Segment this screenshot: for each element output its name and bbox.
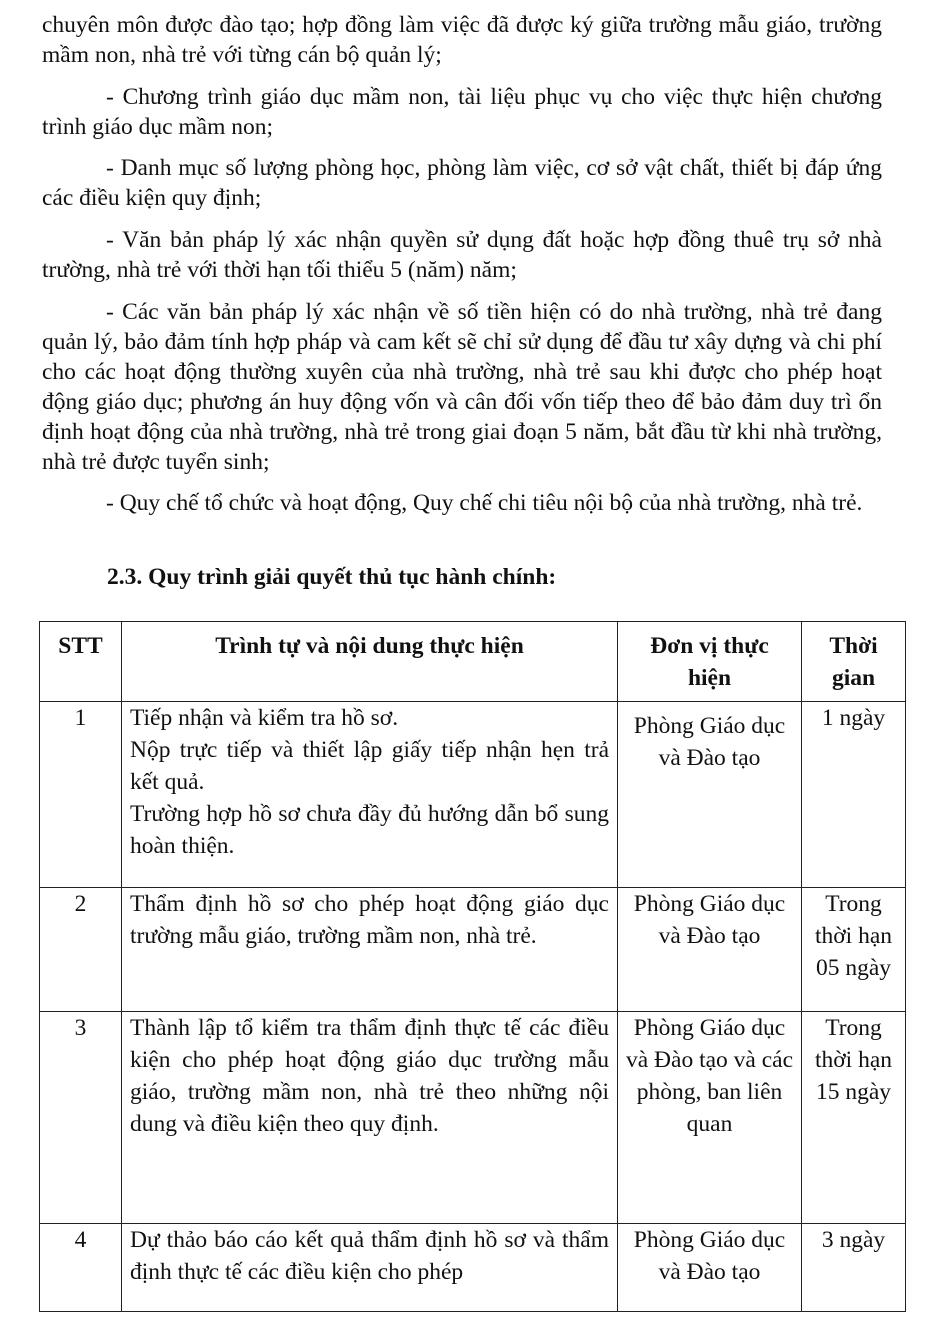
paragraph-regulations: - Quy chế tổ chức và hoạt động, Quy chế chi tiêu nội bộ của nhà trường, nhà trẻ.: [106, 490, 863, 516]
table-row: [40, 702, 906, 888]
paragraph-curriculum: - Chương trình giáo dục mầm non, tài liệu phục vụ cho việc thực hiện chương trình giáo dục mầm non;: [42, 84, 882, 140]
row-unit: Phòng Giáo dục và Đào tạo và các phòng, ban liên quan: [618, 1012, 802, 1224]
row-content: [122, 1012, 618, 1224]
content-line: Thành lập tổ kiểm tra thẩm định thực tế các điều kiện cho phép hoạt động giáo dục trường mẫu giáo, trường mầm non, nhà trẻ theo những nội dung và điều kiện theo quy định.: [130, 1015, 609, 1137]
row-unit: Phòng Giáo dục và Đào tạo: [618, 888, 802, 1012]
paragraph-staff-contracts: chuyên môn được đào tạo; hợp đồng làm việc đã được ký giữa trường mẫu giáo, trường mầm non, nhà trẻ với từng cán bộ quản lý;: [42, 12, 882, 68]
row-content: [122, 1224, 618, 1312]
header-time: Thời gian: [802, 622, 906, 702]
row-time: 1 ngày: [802, 702, 906, 888]
section-heading: 2.3. Quy trình giải quyết thủ tục hành chính:: [107, 564, 557, 590]
row-stt: 1: [40, 702, 122, 888]
row-unit: Phòng Giáo dục và Đào tạo: [618, 702, 802, 888]
table-row: [40, 1012, 906, 1224]
header-stt: STT: [40, 622, 122, 702]
row-time: 3 ngày: [802, 1224, 906, 1312]
header-unit: Đơn vị thực hiện: [618, 622, 802, 702]
row-stt: 3: [40, 1012, 122, 1224]
row-time: Trong thời hạn 05 ngày: [802, 888, 906, 1012]
content-line: Trường hợp hồ sơ chưa đầy đủ hướng dẫn bổ sung hoàn thiện.: [130, 801, 609, 859]
paragraph-land-rights: - Văn bản pháp lý xác nhận quyền sử dụng đất hoặc hợp đồng thuê trụ sở nhà trường, nhà trẻ với thời hạn tối thiểu 5 (năm) năm;: [42, 227, 882, 283]
row-content: [122, 888, 618, 1012]
table-row: [40, 1224, 906, 1312]
row-stt: 2: [40, 888, 122, 1012]
row-content: [122, 702, 618, 888]
header-content: Trình tự và nội dung thực hiện: [122, 622, 618, 702]
table-row: [40, 888, 906, 1012]
row-unit: Phòng Giáo dục và Đào tạo: [618, 1224, 802, 1312]
content-line: Thẩm định hồ sơ cho phép hoạt động giáo dục trường mẫu giáo, trường mầm non, nhà trẻ.: [130, 891, 609, 949]
row-time: Trong thời hạn 15 ngày: [802, 1012, 906, 1224]
procedure-table: [39, 621, 906, 1312]
content-line: Tiếp nhận và kiểm tra hồ sơ.: [130, 705, 399, 731]
content-line: Dự thảo báo cáo kết quả thẩm định hồ sơ và thẩm định thực tế các điều kiện cho phép: [130, 1227, 609, 1285]
row-stt: 4: [40, 1224, 122, 1312]
table-header-row: [40, 622, 906, 702]
content-line: Nộp trực tiếp và thiết lập giấy tiếp nhận hẹn trả kết quả.: [130, 737, 609, 795]
paragraph-facilities: - Danh mục số lượng phòng học, phòng làm việc, cơ sở vật chất, thiết bị đáp ứng các điều kiện quy định;: [42, 155, 882, 211]
paragraph-finance: - Các văn bản pháp lý xác nhận về số tiền hiện có do nhà trường, nhà trẻ đang quản lý, bảo đảm tính hợp pháp và cam kết sẽ chỉ sử dụng để đầu tư xây dựng và chi phí cho các hoạt động thường xuyên của nhà trường, nhà trẻ sau khi được cho phép hoạt động giáo dục; phương án huy động vốn và cân đối vốn tiếp theo để bảo đảm duy trì ổn định hoạt động của nhà trường, nhà trẻ trong giai đoạn 5 năm, bắt đầu từ khi nhà trường, nhà trẻ được tuyển sinh;: [42, 299, 882, 475]
